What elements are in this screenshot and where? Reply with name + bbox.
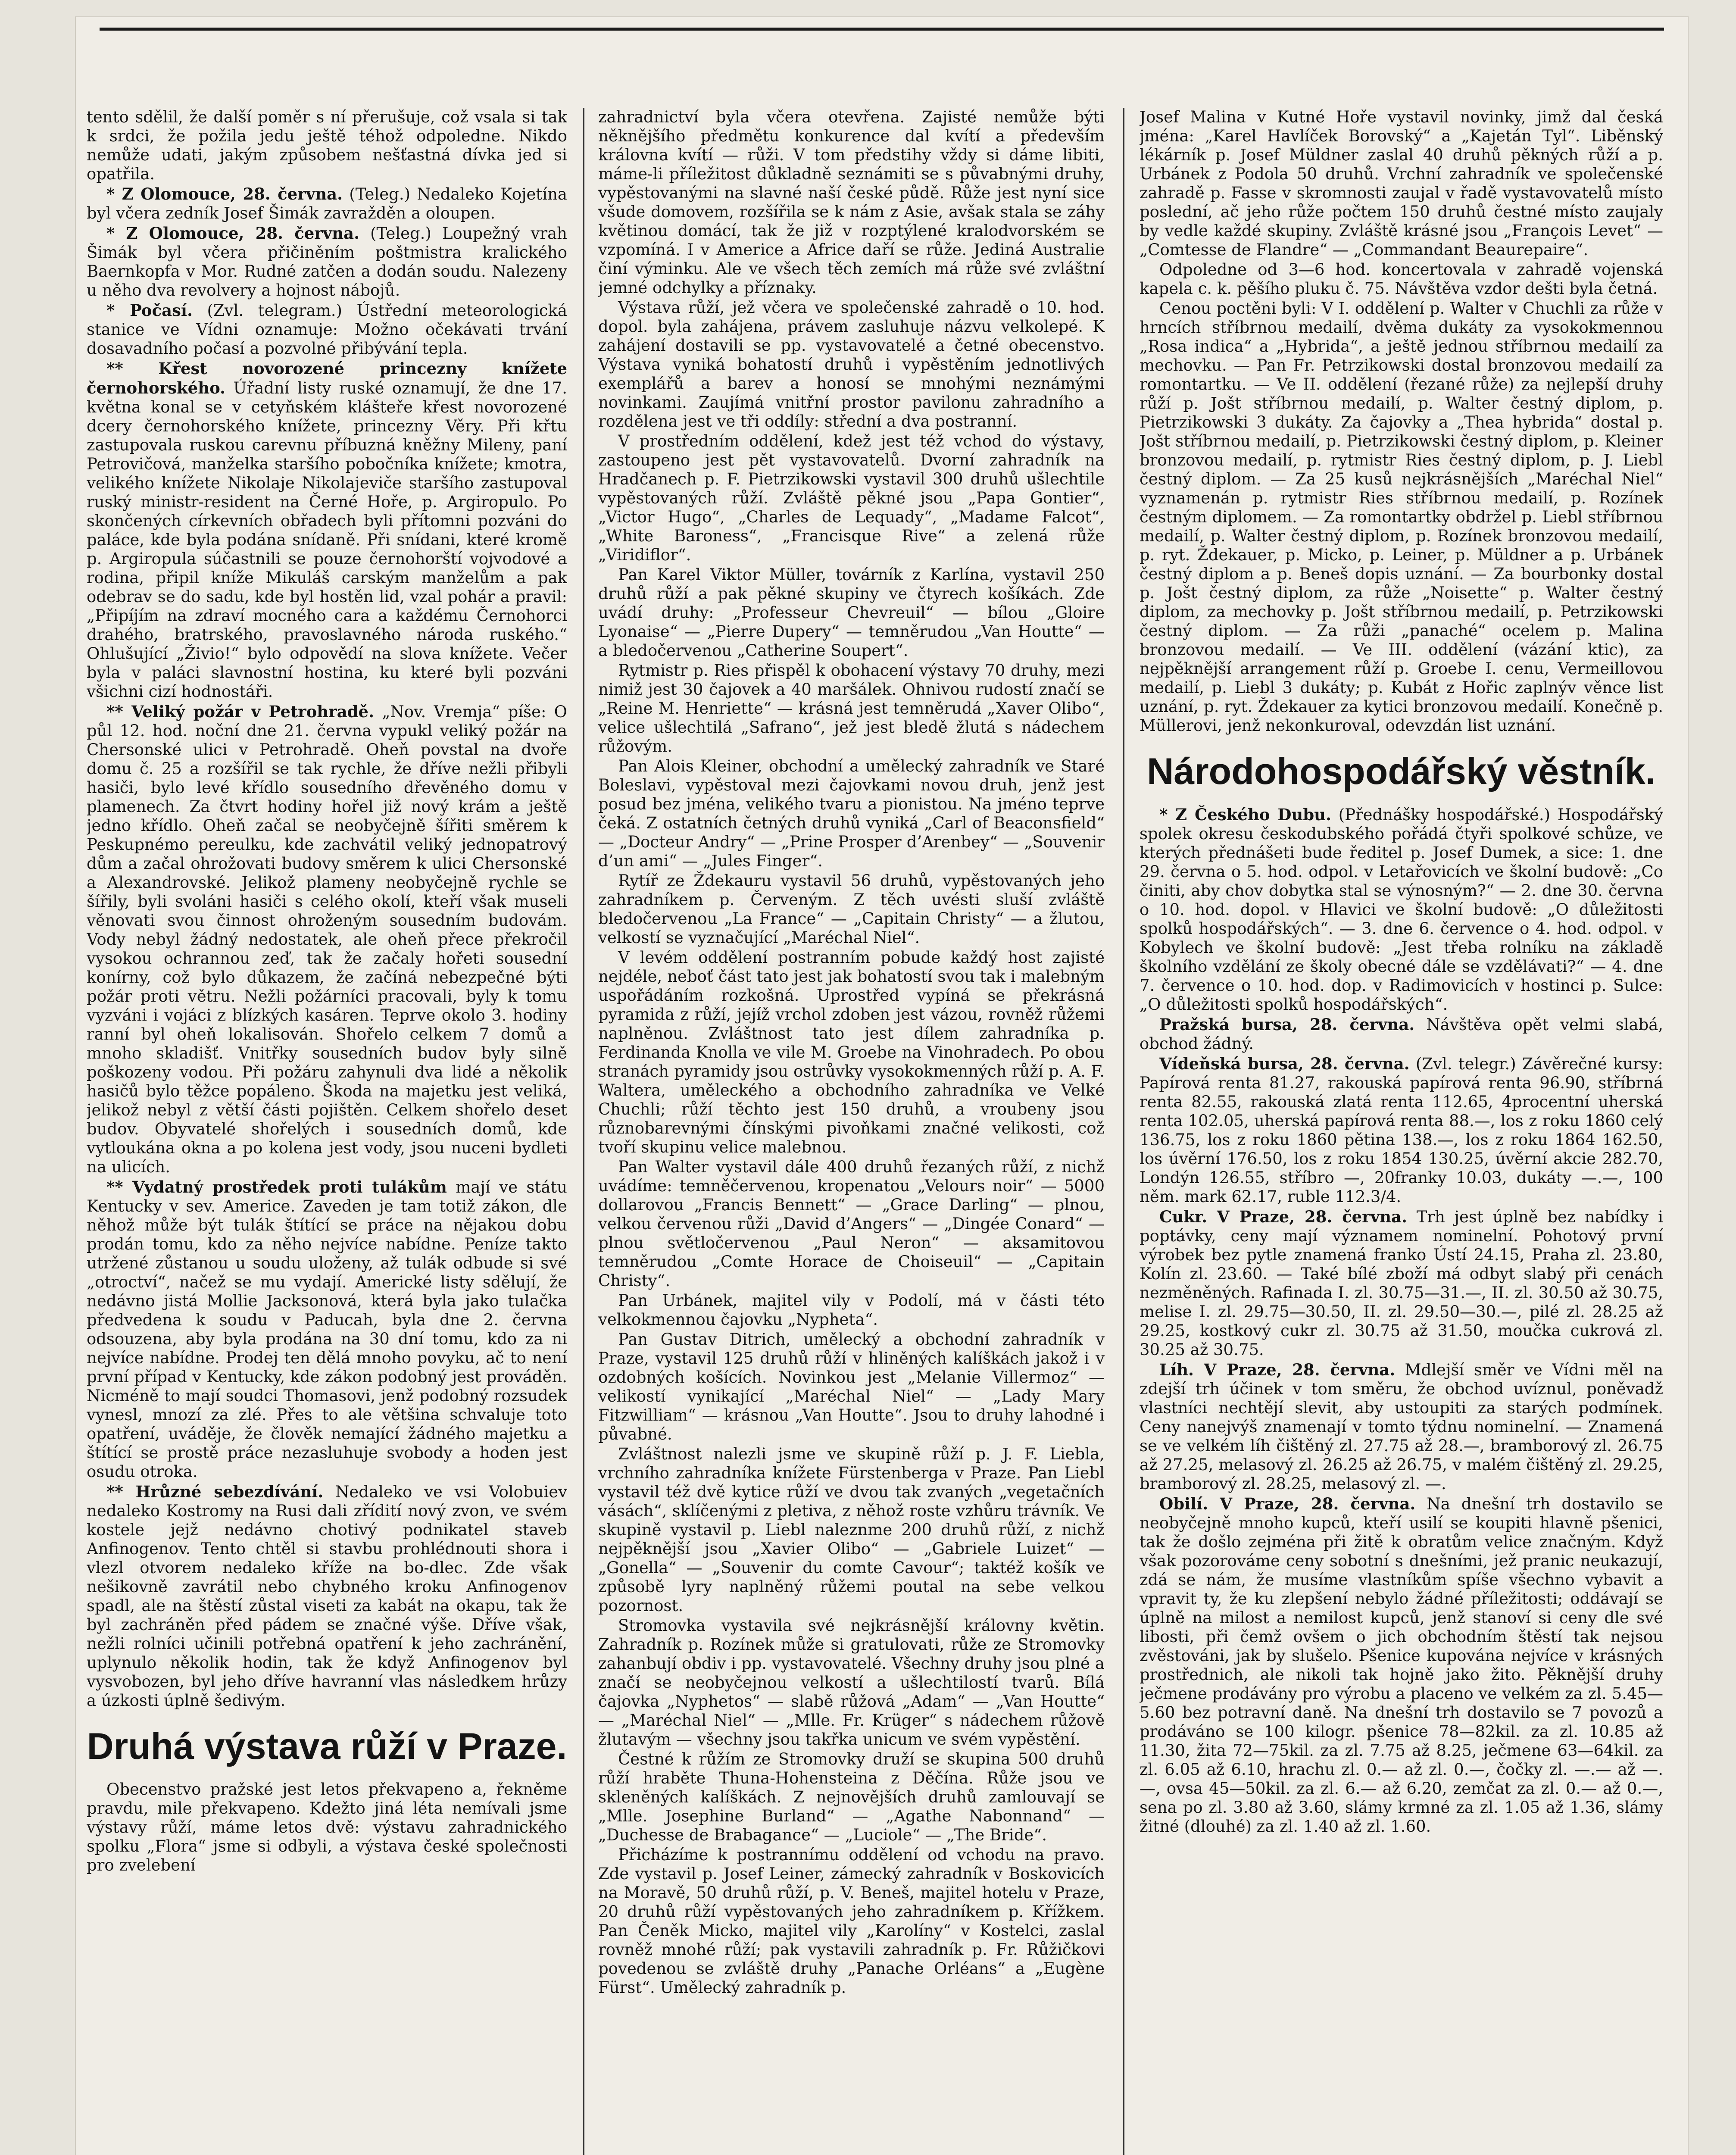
article-text: V prostředním oddělení, kdež jest též vchod do výstavy, zastoupeno jest pět vystavovatelů. Dvorní zahradník na Hradčanech p. F. Pietrzikowski vystavil 300 druhů ušlechtile vypěstovaných růží. Zvláště pěkné jsou „Papa Gontier“, „Victor Hugo“, „Charles de Lequady“, „Madame Falcot“, „White Baroness“, „Francisque Rive“ a zelená růže „Viridiflor“. bbox=[598, 432, 1105, 564]
section-heading-roses: Druhá výstava růží v Praze. bbox=[87, 1726, 567, 1767]
news-lead: Cukr. V Praze, 28. června. bbox=[1159, 1207, 1407, 1226]
news-item bbox=[87, 301, 567, 358]
top-rule bbox=[100, 28, 1664, 31]
article-text: zahradnictví byla včera otevřena. Zajisté nemůže býti něknějšího předmětu konkurence dal kvítí a především královna kvítí — růži. V tom předstihy vždy si dáme libiti, máme-li příležitost důkladně seznámiti se s půvabnými druhy, vypěstovanými na slavné naší české půdě. Růže jest nyní sice všude domovem, rozšířila se k nám z Asie, avšak stala se záhy květinou domácí, tak že již v rozptýlené kralodvorském se vzpomíná. I v Americe a Africe daří se růže. Jediná Australie činí výminku. Ale ve všech těch zemích má růže své zvláštní jemné odchylky a příznaky. bbox=[598, 108, 1105, 297]
article-text: Pan Walter vystavil dále 400 druhů řezaných růží, z nichž uvádíme: temněčervenou, kropenatou „Velours noir“ — 5000 dollarovou „Francis Bennett“ — „Grace Darling“ — plnou, velkou červenou růži „David d’Angers“ — „Dingée Conard“ — plnou světločervenou „Paul Neron“ — aksamitovou temněrudou „Comte Horace de Choiseuil“ — „Capitain Christy“. bbox=[598, 1158, 1105, 1290]
news-item bbox=[1140, 1494, 1663, 1836]
article-text: Odpoledne od 3—6 hod. koncertovala v zahradě vojenská kapela c. k. pěšího pluku č. 75. Návštěva vzdor dešti byla četná. bbox=[1140, 260, 1663, 298]
news-text: (Přednášky hospodářské.) Hospodářský spolek okresu českodubského pořádá čtyři spolkové schůze, ve kterých přednášeti bude ředitel p. Josef Dumek, a sice: 1. dne 29. června o 5. hod. odpol. v Letařovicích ve školní budově: „Co činiti, aby chov dobytka stal se výnosným?“ — 2. dne 30. června o 10. hod. dopol. v Hlavici ve školní budově: „O důležitosti spolků hospodářských“. — 3. dne 6. července o 4. hod. odpol. v Kobylech ve školní budově: „Jest třeba rolníku na základě školního vzdělání ze školy obecné dále se vzdělávati?“ — 4. dne 7. července o 10. hod. dop. v Radimovicích v hostinci p. Sulce: „O důležitosti spolků hospodářských“. bbox=[1140, 806, 1663, 1014]
article-text: V levém oddělení postranním pobude každý host zajisté nejdéle, neboť část tato jest jak bohatostí svou tak i malebným uspořádáním rozkošná. Uprostřed vypíná se překrásná pyramida z růží, jejíž vrchol zdoben jest vázou, rovněž růžemi naplněnou. Zvláštnost tato jest dílem zahradníka p. Ferdinanda Knolla ve vile M. Groebe na Vinohradech. Po obou stranách pyramidy jsou ostrůvky vysokokmenných růží p. A. F. Waltera, uměleckého a obchodního zahradníka ve Velké Chuchli; růží těchto jest 150 druhů, a vroubeny jsou různobarevnými čínskými pivoňkami značné velikosti, což tvoří skupinu velice malebnou. bbox=[598, 948, 1105, 1156]
article-text: tento sdělil, že další poměr s ní přerušuje, což vsala si tak k srdci, že požila jedu ještě téhož odpoledne. Nikdo nemůže udati, jakým způsobem nešťastná dívka jed si opatřila. bbox=[87, 108, 567, 183]
news-item bbox=[87, 1482, 567, 1710]
news-text: (Teleg.) Loupežný vrah Šimák byl včera přičiněním poštmistra kralického Baernkopfa v Mor. Rudné zatčen a dodán soudu. Nalezeny u něho dva revolvery a hojnost nábojů. bbox=[87, 224, 567, 300]
column-2 bbox=[598, 108, 1105, 2155]
news-item bbox=[1140, 1015, 1663, 1053]
news-lead: ** Vydatný prostředek proti tulákům bbox=[106, 1177, 447, 1196]
column-divider bbox=[1123, 108, 1124, 2155]
news-text: (Teleg.) Nedaleko Kojetína byl včera zedník Josef Šimák zavražděn a oloupen. bbox=[87, 185, 567, 222]
news-text: Mdlejší směr ve Vídni měl na zdejší trh účinek v tom směru, že obchod uvíznul, poněvadž vlastníci nechtějí slevit, aby ustoupiti za starých podmínek. Ceny nanejvýš znamenají v tomto týdnu nominelní. — Znamená se ve velkém líh čištěný zl. 27.75 až 28.—, bramborový zl. 26.75 až 27.25, melasový zl. 26.25 až 26.75, v malém čištěný zl. 29.25, bramborový zl. 28.25, melasový zl. —. bbox=[1140, 1361, 1663, 1493]
news-item bbox=[87, 224, 567, 300]
article-text: Rytíř ze Ždekauru vystavil 56 druhů, vypěstovaných jeho zahradníkem p. Červeným. Z těch uvésti sluší zvláště bledočervenou „La France“ — „Capitain Christy“ — a žlutou, velkostí se vyznačující „Maréchal Niel“. bbox=[598, 871, 1105, 947]
column-1 bbox=[87, 108, 567, 2155]
news-text: Úřadní listy ruské oznamují, že dne 17. května konal se v cetyňském klášteře křest novorozené dcery černohorského knížete, princezny Věry. Při křtu zastupovala ruskou carevnu příbuzná kněžny Mileny, paní Petrovičová, manželka staršího pobočníka knížete; kmotra, velikého knížete Nikolaje Nikolajeviče staršího zastupoval ruský ministr-resident na Černé Hoře, p. Argiropulo. Po skončených církevních obřadech byli přítomni pozváni do paláce, kde byla podána snídaně. Při snídani, které kromě p. Argiropula súčastnili se pouze černohorští vojvodové a rodina, připil kníže Mikuláš carským manželům a pak odebrav se do sadu, kde byl hostěn lid, vzal pohár a pravil: „Připíjím na zdraví mocného cara a každému Černohorci drahého, bratrského, pravoslavného národa ruského.“ Ohlušující „Živio!“ bylo odpovědí na slova knížete. Večer byla v paláci slavnostní hostina, ku které byli pozváni všichni cizí hodnostáři. bbox=[87, 379, 567, 701]
news-item bbox=[1140, 1360, 1663, 1493]
news-text: Nedaleko ve vsi Volobuiev nedaleko Kostromy na Rusi dali zřídití nový zvon, ve svém kostele jejž nedávno chotivý podnikatel staveb Anfinogenov. Tento chtěl si stavbu prohlédnouti shora i vlezl otvorem nedaleko kříže na bo-dlec. Zde však nešikovně zavrátil nebo chybného kroku Anfinogenov spadl, ale na štěstí zůstal viseti za kabát na okapu, tak že byl zachráněn před pádem se značné výše. Dříve však, nežli rolníci učinili potřebná opatření k jeho zachránění, uplynulo několik hodin, tak že když Anfinogenov byl vysvobozen, byl jeho dříve havranní vlas následkem hrůzy a úzkosti úplně šedivým. bbox=[87, 1483, 567, 1710]
news-lead: * Počasí. bbox=[106, 301, 193, 320]
column-divider bbox=[583, 108, 584, 2155]
news-text: Na dnešní trh dostavilo se neobyčejně mnoho kupců, kteří usilí se koupiti hlavně pšenici, tak že došlo zejména při žitě k obratům velice značným. Když však pozorováme ceny sobotní s dnešními, jež pranic neukazují, zdá se nám, že musíme vlastníkům spíše všechno vybavit a vpravit ty, že ku zlepšení nebylo žádné příležitosti; oddávají se úplně na milost a nemilost kupců, jenž stanoví si ceny dle své libosti, při čemž ovšem o jich obchodním štěstí tak nejsou zvěstováni, jak by slušelo. Pšenice kupována nejvíce v krásných prostřednich, ale nikoli tak hojně jako žito. Pěknější druhy ječmene prodávány pro výrobu a placeno ve velkém za zl. 5.45—5.60 bez potravní daně. Na dnešní trh dostavilo se 7 povozů a prodáváno se 100 kilogr. pšenice 78—82kil. za zl. 10.85 až 11.30, žita 72—75kil. za zl. 7.75 až 8.25, ječmene 63—64kil. za zl. 6.05 až 6.10, hrachu zl. 0.— až zl. 0.—, čočky zl. —.— až —.—, ovsa 45—50kil. za zl. 6.— až 6.20, zemčat za zl. 0.— až 0.—, sena po zl. 3.80 až 3.60, slámy krmné za zl. 1.05 až 1.36, slámy žitné (dlouhé) za zl. 1.40 až zl. 1.60. bbox=[1140, 1495, 1663, 1836]
news-text: (Zvl. telegr.) Závěrečné kursy: Papírová renta 81.27, rakouská papírová renta 96.90, stříbrná renta 82.55, rakouská zlatá renta 112.65, 4procentní uherská renta 102.05, uherská papírová renta 88.—, los z roku 1860 celý 136.75, los z roku 1860 pětina 138.—, los z roku 1864 162.50, los úvěrní 176.50, los z roku 1854 130.25, úvěrní akcie 282.70, Londýn 126.55, stříbro —, 20franky 10.03, dukáty —.—, 100 něm. mark 62.17, ruble 112.3/4. bbox=[1140, 1055, 1663, 1206]
news-text: Trh jest úplně bez nabídky i poptávky, ceny mají významem nominelní. Pohotový první výrobek bez pytle znamená franko Ústí 24.15, Praha zl. 23.80, Kolín zl. 23.60. — Také bílé zboží má odbyt slabý při cenách nezměněných. Rafinada I. zl. 30.75—31.—, II. zl. 30.50 až 30.75, melise I. zl. 29.75—30.50, II. zl. 29.50—30.—, pilé zl. 28.25 až 29.25, kostkový cukr zl. 30.75 až 31.50, moučka cukrová zl. 30.25 až 30.75. bbox=[1140, 1208, 1663, 1359]
news-text: mají ve státu Kentucky v sev. Americe. Zaveden je tam totiž zákon, dle něhož může být tulák štítící se práce na nějakou dobu prodán tomu, kdo za něho nejvíce nabídne. Peníze takto utržené zůstanou u soudu uloženy, až tulák odbude si své „otroctví“, načež se mu vydají. Americké listy sdělují, že nedávno jistá Mollie Jacksonová, která byla jako tulačka předvedena k soudu v Paducah, byla dne 2. června odsouzena, aby byla prodána na 30 dní tomu, kdo za ni nejvíce nabídne. Prodej ten dělá mnoho povyku, ač to není první případ v Kentucky, kde zákon podobný jest prováděn. Nicméně to mají soudci Thomasovi, jenž podobný rozsudek vynesl, mnozí za zlé. Přes to ale většina schvaluje toto opatření, uváděje, že člověk nemající žádného majetku a štítící se prostě práce nezasluhuje svobody a hoden jest osudu otroka. bbox=[87, 1178, 567, 1481]
news-item bbox=[87, 184, 567, 223]
newspaper-page bbox=[76, 17, 1688, 2155]
news-lead: ** Křest novorozené princezny knížete černohorského. bbox=[87, 359, 567, 397]
news-lead: * Z Českého Dubu. bbox=[1159, 805, 1331, 824]
news-lead: Obilí. V Praze, 28. června. bbox=[1159, 1494, 1416, 1513]
article-text: Čestné k růžím ze Stromovky druží se skupina 500 druhů růží hraběte Thuna-Hohensteina z Děčína. Růže jsou ve skleněných kalíškách. Z nejnovějších druhů zamlouvají se „Mlle. Josephine Burland“ — „Agathe Nabonnand“ — „Duchesse de Brabagance“ — „Luciole“ — „The Bride“. bbox=[598, 1750, 1105, 1844]
article-text: Obecenstvo pražské jest letos překvapeno a, řekněme pravdu, mile překvapeno. Kdežto jiná léta nemívali jsme výstavy růží, máme letos dvě: výstavu zahradnického spolku „Flora“ jsme si odbyli, a výstava české společnosti pro zvelebení bbox=[87, 1780, 567, 1874]
news-lead: Vídeňská bursa, 28. června. bbox=[1159, 1054, 1410, 1073]
news-lead: * Z Olomouce, 28. června. bbox=[106, 184, 343, 203]
article-text: Pan Urbánek, majitel vily v Podolí, má v části této velkokmennou čajovku „Nypheta“. bbox=[598, 1291, 1105, 1329]
column-3 bbox=[1140, 108, 1663, 2155]
news-lead: Líh. V Praze, 28. června. bbox=[1159, 1360, 1396, 1379]
news-item bbox=[87, 1177, 567, 1481]
news-text: (Zvl. telegram.) Ústřední meteorologická stanice ve Vídni oznamuje: Možno očekávati trvání dosavadního počasí a pozvolné přibývání tepla. bbox=[87, 301, 567, 358]
news-item bbox=[1140, 1207, 1663, 1359]
article-text: Pan Gustav Ditrich, umělecký a obchodní zahradník v Praze, vystavil 125 druhů růží v hliněných kalíškách jakož i v ozdobných košících. Novinkou jest „Melanie Villermoz“ — velikostí vynikající „Maréchal Niel“ — „Lady Mary Fitzwilliam“ — krásnou „Van Houtte“. Jsou to druhy lahodné i půvabné. bbox=[598, 1330, 1105, 1443]
news-item bbox=[87, 359, 567, 701]
article-text: Cenou poctěni byli: V I. oddělení p. Walter v Chuchli za růže v hrncích stříbrnou medailí, dvěma dukáty za vysokokmennou „Rosa indica“ a „Hybrida“, a ještě jednou stříbrnou medailí za mechovku. — Pan Fr. Petrzikowski dostal bronzovou medailí za romontartku. — Ve II. oddělení (řezané růže) za nejlepší druhy růží p. Jošt stříbrnou medailí, p. Walter čestný diplom, p. Pietrzikowski 3 dukáty. Za čajovky a „Thea hybrida“ dostal p. Jošt stříbrnou medailí, p. Pietrzikowski čestný diplom, p. Kleiner bronzovou medailí, p. rytmistr Ries čestný diplom, p. J. Liebl čestný diplom. — Za 25 kusů nejkrásnějších „Maréchal Niel“ vyznamenán p. rytmistr Ries stříbrnou medailí, p. Rozínek čestným diplomem. — Za romontartky obdržel p. Liebl stříbrnou medailí, p. Walter čestný diplom, p. Rozínek bronzovou medailí, p. ryt. Ždekauer, p. Micko, p. Leiner, p. Müldner a p. Urbánek čestný diplom a p. Beneš dopis uznání. — Za bourbonky dostal p. Jošt čestný diplom, za růže „Noisette“ p. Walter čestný diplom, za mechovky p. Jošt stříbrnou medailí, p. Petrzikowski čestný diplom. — Za růži „panaché“ ocelem p. Malina bronzovou medailí. — Ve III. oddělení (vázání ktic), za nejpěknější arrangement růží p. Groebe I. cenu, Vermeillovou medailí, p. Liebl 3 dukáty; p. Kubát z Hořic zaplnýv věnce list uznání, p. ryt. Ždekauer za kytici bronzovou medailí. Konečně p. Müllerovi, jenž nekonkuroval, odevzdán list uznání. bbox=[1140, 299, 1663, 735]
article-text: Zvláštnost nalezli jsme ve skupině růží p. J. F. Liebla, vrchního zahradníka knížete Fürstenberga v Praze. Pan Liebl vystavil též dvě kytice růží ve dvou tak zvaných „vegetačních vásách“, sklíčenými z pletiva, z něhož roste vzhůru trávník. Ve skupině vystavil p. Liebl naleznme 200 druhů růží, z nichž nejpěknější jsou „Xavier Olibo“ — „Gabriele Luizet“ — „Gonella“ — „Souvenir du comte Cavour“; taktéž košík ve způsobě lyry naplněný růžemi poutal na sebe velkou pozornost. bbox=[598, 1445, 1105, 1615]
news-lead: Pražská bursa, 28. června. bbox=[1159, 1015, 1415, 1034]
news-text: „Nov. Vremja“ píše: O půl 12. hod. noční dne 21. června vypukl veliký požár na Chersonské ulici v Petrohradě. Oheň povstal na dvoře domu č. 25 a rozšířil se tak rychle, že dříve nežli přibyli hasiči, bylo levé křídlo sousedního dřevěného domu v plamenech. Za čtvrt hodiny hořel již nový krám a ještě jedno křídlo. Oheň začal se neobyčejně šířiti směrem k Peskupnémo pereulku, kde zachvátil veliký jednopatrový dům a začal ohrožovati budovy směrem k ulici Chersonské a Alexandrovské. Jelikož plameny neobyčejně rychle se šířily, byli svoláni hasiči s celého okolí, kteří však museli věnovati svou činnost ohroženým sousedním budovám. Vody nebyl žádný nedostatek, ale oheň přece překročil vysokou ochrannou zeď, tak že začaly hořeti sousední konírny, což bylo důkazem, že začíná nebezpečné býti požár proti větru. Nežli požárníci pracovali, byly k tomu vyzváni i vojáci z blízkých kasáren. Teprve okolo 3. hodiny ranní byl oheň lokalisován. Shořelo celkem 7 domů a mnoho skladišť. Vnitřky sousedních budov byly silně poškozeny vodou. Při požáru zahynuli dva lidé a několik hasičů bylo těžce popáleno. Škoda na majetku jest veliká, jelikož nebyl z větší části pojištěn. Celkem shořelo deset budov. Obyvatelé shořelých i sousedních domů, kde vytloukána okna a po kolena jest vody, jsou nuceni bydleti na ulicích. bbox=[87, 703, 567, 1176]
news-item bbox=[1140, 1054, 1663, 1206]
section-heading-economy: Národohospodářský věstník. bbox=[1147, 751, 1656, 792]
news-lead: ** Hrůzné sebezdívání. bbox=[106, 1482, 324, 1501]
article-text: Přicházíme k postrannímu oddělení od vchodu na pravo. Zde vystavil p. Josef Leiner, zámecký zahradník v Boskovicích na Moravě, 50 druhů růží, p. V. Beneš, majitel hotelu v Praze, 20 druhů růží vypěstovaných jeho zahradníkem p. Křížkem. Pan Čeněk Micko, majitel vily „Karolíny“ v Kostelci, zaslal rovněž mnohé růží; pak vystavili zahradník p. Fr. Růžičkovi povedenou se zvláště druhy „Panache Orléans“ a „Eugène Fürst“. Umělecký zahradník p. bbox=[598, 1846, 1105, 1997]
article-text: Josef Malina v Kutné Hoře vystavil novinky, jimž dal česká jména: „Karel Havlíček Borovský“ a „Kajetán Tyl“. Liběnský lékárník p. Josef Müldner zaslal 40 druhů pěkných růží a p. Urbánek z Podola 50 druhů. Vrchní zahradník ve společenské zahradě p. Fasse v skromnosti zaujal v řadě vystavovatelů místo poslední, ač jeho růže počtem 150 druhů čestné místo zaujaly by vedle každé skupiny. Zvláště krásné jsou „François Levet“ — „Comtesse de Flandre“ — „Commandant Beaurepaire“. bbox=[1140, 108, 1663, 259]
article-text: Rytmistr p. Ries přispěl k obohacení výstavy 70 druhy, mezi nimiž jest 30 čajovek a 40 maršálek. Ohnivou rudostí značí se „Reine M. Henriette“ — krásná jest temněrudá „Xaver Olibo“, velice ušlechtilá „Safrano“, jež jest bledě žlutá s nádechem růžovým. bbox=[598, 661, 1105, 756]
news-lead: ** Veliký požár v Petrohradě. bbox=[106, 702, 374, 721]
article-text: Výstava růží, jež včera ve společenské zahradě o 10. hod. dopol. byla zahájena, právem zasluhuje názvu velkolepé. K zahájení dostavili se pp. vystavovatelé a četné obecenstvo. Výstava vyniká bohatostí druhů i vypěstěním jednotlivých exemplářů a barev a honosí se mnohými neznámými novinkami. Zaujímá vnitřní prostor pavilonu zahradního a rozdělena jest ve tři oddíly: střední a dva postranní. bbox=[598, 298, 1105, 431]
article-text: Stromovka vystavila své nejkrásnější královny květin. Zahradník p. Rozínek může si gratulovati, růže ze Stromovky zahanbují obdiv i pp. vystavovatelé. Všechny druhy jsou plné a značí se neobyčejnou velkostí a ušlechtilostí tvarů. Bílá čajovka „Nyphetos“ — slabě růžová „Adam“ — „Van Houtte“ — „Maréchal Niel“ — „Mlle. Fr. Krüger“ s nádechem růžově žlutavým — všechny jsou takřka unicum ve svém vypěstění. bbox=[598, 1616, 1105, 1749]
news-text: Návštěva opět velmi slabá, obchod žádný. bbox=[1140, 1015, 1663, 1053]
article-text: Pan Karel Viktor Müller, továrník z Karlína, vystavil 250 druhů růží a pak pěkné skupiny ve čtyrech košíkách. Zde uvádí druhy: „Professeur Chevreuil“ — bílou „Gloire Lyonaise“ — „Pierre Dupery“ — temněrudou „Van Houtte“ — a bledočervenou „Catherine Soupert“. bbox=[598, 565, 1105, 660]
news-lead: * Z Olomouce, 28. června. bbox=[106, 224, 360, 243]
news-item bbox=[1140, 805, 1663, 1014]
news-item bbox=[87, 702, 567, 1177]
article-text: Pan Alois Kleiner, obchodní a umělecký zahradník ve Staré Boleslavi, vypěstoval mezi čajovkami novou druh, jenž jest posud bez jména, velikého tvaru a pionistou. Na jméno teprve čeká. Z ostatních četných druhů vyniká „Carl of Beaconsfield“ — „Docteur Andry“ — „Prine Prosper d’Arenbey“ — „Souvenir d’un ami“ — „Jules Finger“. bbox=[598, 757, 1105, 870]
